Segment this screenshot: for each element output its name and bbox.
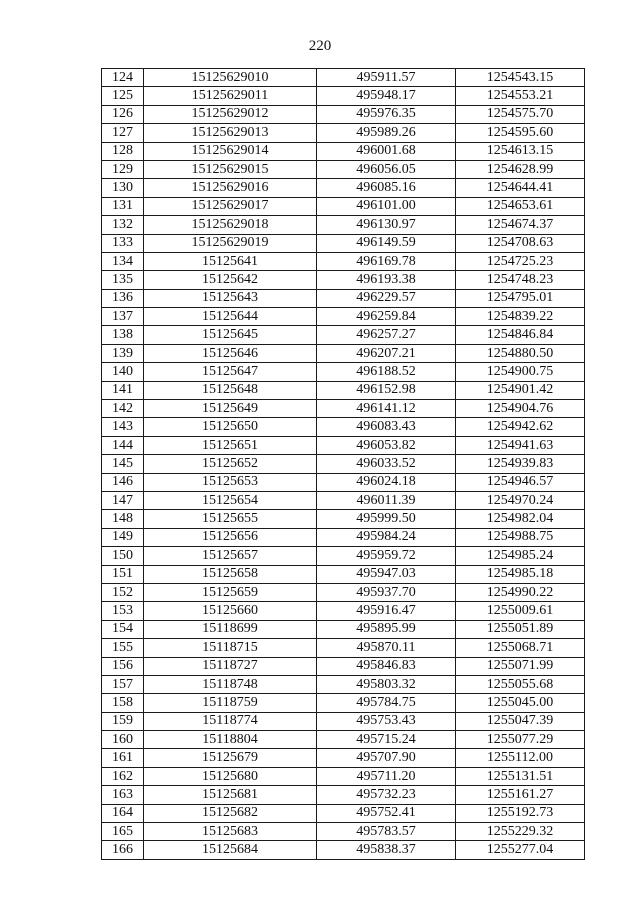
x-coordinate-cell: 495976.35 xyxy=(317,105,456,123)
table-row xyxy=(102,602,585,620)
table-row xyxy=(102,675,585,693)
table-row xyxy=(102,455,585,473)
x-coordinate-cell: 495783.57 xyxy=(317,823,456,841)
x-coordinate-cell: 496193.38 xyxy=(317,271,456,289)
x-coordinate-cell: 495984.24 xyxy=(317,528,456,546)
table-row xyxy=(102,712,585,730)
table-row xyxy=(102,731,585,749)
table-row xyxy=(102,547,585,565)
table-row xyxy=(102,528,585,546)
row-number-cell: 164 xyxy=(102,804,144,822)
row-number-cell: 135 xyxy=(102,271,144,289)
y-coordinate-cell: 1254985.18 xyxy=(456,565,585,583)
row-number-cell: 133 xyxy=(102,234,144,252)
row-number-cell: 165 xyxy=(102,823,144,841)
table-row xyxy=(102,804,585,822)
x-coordinate-cell: 496259.84 xyxy=(317,308,456,326)
y-coordinate-cell: 1255047.39 xyxy=(456,712,585,730)
y-coordinate-cell: 1254985.24 xyxy=(456,547,585,565)
x-coordinate-cell: 495895.99 xyxy=(317,620,456,638)
page-number: 220 xyxy=(308,38,332,54)
x-coordinate-cell: 495989.26 xyxy=(317,124,456,142)
table-row xyxy=(102,583,585,601)
row-number-cell: 158 xyxy=(102,694,144,712)
row-number-cell: 147 xyxy=(102,491,144,509)
table-row xyxy=(102,271,585,289)
row-number-cell: 130 xyxy=(102,179,144,197)
x-coordinate-cell: 496085.16 xyxy=(317,179,456,197)
point-id-cell: 15118715 xyxy=(144,639,317,657)
point-id-cell: 15125657 xyxy=(144,547,317,565)
point-id-cell: 15125656 xyxy=(144,528,317,546)
row-number-cell: 144 xyxy=(102,436,144,454)
point-id-cell: 15118727 xyxy=(144,657,317,675)
row-number-cell: 136 xyxy=(102,289,144,307)
y-coordinate-cell: 1255131.51 xyxy=(456,767,585,785)
point-id-cell: 15125681 xyxy=(144,786,317,804)
point-id-cell: 15125651 xyxy=(144,436,317,454)
table-row xyxy=(102,639,585,657)
x-coordinate-cell: 495707.90 xyxy=(317,749,456,767)
x-coordinate-cell: 495732.23 xyxy=(317,786,456,804)
point-id-cell: 15125629014 xyxy=(144,142,317,160)
point-id-cell: 15125629011 xyxy=(144,87,317,105)
table-row xyxy=(102,381,585,399)
point-id-cell: 15125642 xyxy=(144,271,317,289)
table-row xyxy=(102,823,585,841)
row-number-cell: 138 xyxy=(102,326,144,344)
row-number-cell: 153 xyxy=(102,602,144,620)
table-row xyxy=(102,767,585,785)
y-coordinate-cell: 1255009.61 xyxy=(456,602,585,620)
coordinates-table-body xyxy=(102,69,585,860)
row-number-cell: 150 xyxy=(102,547,144,565)
y-coordinate-cell: 1254982.04 xyxy=(456,510,585,528)
point-id-cell: 15125629013 xyxy=(144,124,317,142)
point-id-cell: 15125680 xyxy=(144,767,317,785)
table-row xyxy=(102,289,585,307)
x-coordinate-cell: 496024.18 xyxy=(317,473,456,491)
x-coordinate-cell: 495870.11 xyxy=(317,639,456,657)
x-coordinate-cell: 495947.03 xyxy=(317,565,456,583)
y-coordinate-cell: 1255055.68 xyxy=(456,675,585,693)
point-id-cell: 15125629012 xyxy=(144,105,317,123)
y-coordinate-cell: 1254941.63 xyxy=(456,436,585,454)
row-number-cell: 141 xyxy=(102,381,144,399)
point-id-cell: 15125647 xyxy=(144,363,317,381)
table-row xyxy=(102,326,585,344)
x-coordinate-cell: 496188.52 xyxy=(317,363,456,381)
y-coordinate-cell: 1254880.50 xyxy=(456,344,585,362)
row-number-cell: 125 xyxy=(102,87,144,105)
row-number-cell: 163 xyxy=(102,786,144,804)
x-coordinate-cell: 496056.05 xyxy=(317,160,456,178)
row-number-cell: 151 xyxy=(102,565,144,583)
y-coordinate-cell: 1255112.00 xyxy=(456,749,585,767)
row-number-cell: 128 xyxy=(102,142,144,160)
x-coordinate-cell: 495715.24 xyxy=(317,731,456,749)
x-coordinate-cell: 496257.27 xyxy=(317,326,456,344)
x-coordinate-cell: 496207.21 xyxy=(317,344,456,362)
point-id-cell: 15125643 xyxy=(144,289,317,307)
x-coordinate-cell: 496083.43 xyxy=(317,418,456,436)
table-row xyxy=(102,69,585,87)
x-coordinate-cell: 496011.39 xyxy=(317,491,456,509)
point-id-cell: 15125660 xyxy=(144,602,317,620)
x-coordinate-cell: 496149.59 xyxy=(317,234,456,252)
y-coordinate-cell: 1254990.22 xyxy=(456,583,585,601)
coordinates-table-container xyxy=(101,68,584,860)
y-coordinate-cell: 1255077.29 xyxy=(456,731,585,749)
point-id-cell: 15125679 xyxy=(144,749,317,767)
row-number-cell: 124 xyxy=(102,69,144,87)
point-id-cell: 15125629010 xyxy=(144,69,317,87)
point-id-cell: 15118748 xyxy=(144,675,317,693)
y-coordinate-cell: 1254748.23 xyxy=(456,271,585,289)
row-number-cell: 156 xyxy=(102,657,144,675)
x-coordinate-cell: 495916.47 xyxy=(317,602,456,620)
y-coordinate-cell: 1254674.37 xyxy=(456,216,585,234)
table-row xyxy=(102,657,585,675)
y-coordinate-cell: 1255068.71 xyxy=(456,639,585,657)
table-row xyxy=(102,87,585,105)
table-row xyxy=(102,124,585,142)
point-id-cell: 15125629019 xyxy=(144,234,317,252)
y-coordinate-cell: 1254942.62 xyxy=(456,418,585,436)
point-id-cell: 15118774 xyxy=(144,712,317,730)
y-coordinate-cell: 1254939.83 xyxy=(456,455,585,473)
y-coordinate-cell: 1254653.61 xyxy=(456,197,585,215)
point-id-cell: 15125650 xyxy=(144,418,317,436)
y-coordinate-cell: 1254900.75 xyxy=(456,363,585,381)
point-id-cell: 15125629015 xyxy=(144,160,317,178)
point-id-cell: 15125682 xyxy=(144,804,317,822)
point-id-cell: 15125652 xyxy=(144,455,317,473)
y-coordinate-cell: 1254988.75 xyxy=(456,528,585,546)
table-row xyxy=(102,418,585,436)
row-number-cell: 149 xyxy=(102,528,144,546)
point-id-cell: 15125655 xyxy=(144,510,317,528)
y-coordinate-cell: 1254644.41 xyxy=(456,179,585,197)
table-row xyxy=(102,491,585,509)
y-coordinate-cell: 1255161.27 xyxy=(456,786,585,804)
x-coordinate-cell: 495784.75 xyxy=(317,694,456,712)
table-row xyxy=(102,308,585,326)
point-id-cell: 15125658 xyxy=(144,565,317,583)
x-coordinate-cell: 496141.12 xyxy=(317,400,456,418)
table-row xyxy=(102,344,585,362)
point-id-cell: 15118804 xyxy=(144,731,317,749)
x-coordinate-cell: 495838.37 xyxy=(317,841,456,859)
point-id-cell: 15125629016 xyxy=(144,179,317,197)
table-row xyxy=(102,105,585,123)
row-number-cell: 126 xyxy=(102,105,144,123)
point-id-cell: 15118759 xyxy=(144,694,317,712)
x-coordinate-cell: 496229.57 xyxy=(317,289,456,307)
point-id-cell: 15125641 xyxy=(144,252,317,270)
x-coordinate-cell: 496101.00 xyxy=(317,197,456,215)
y-coordinate-cell: 1254575.70 xyxy=(456,105,585,123)
row-number-cell: 152 xyxy=(102,583,144,601)
row-number-cell: 137 xyxy=(102,308,144,326)
table-row xyxy=(102,749,585,767)
y-coordinate-cell: 1255277.04 xyxy=(456,841,585,859)
table-row xyxy=(102,565,585,583)
point-id-cell: 15125645 xyxy=(144,326,317,344)
x-coordinate-cell: 495711.20 xyxy=(317,767,456,785)
y-coordinate-cell: 1254708.63 xyxy=(456,234,585,252)
table-row xyxy=(102,510,585,528)
table-row xyxy=(102,786,585,804)
coordinates-table xyxy=(101,68,585,860)
y-coordinate-cell: 1254839.22 xyxy=(456,308,585,326)
point-id-cell: 15125654 xyxy=(144,491,317,509)
y-coordinate-cell: 1254970.24 xyxy=(456,491,585,509)
table-row xyxy=(102,160,585,178)
y-coordinate-cell: 1254946.57 xyxy=(456,473,585,491)
y-coordinate-cell: 1254904.76 xyxy=(456,400,585,418)
point-id-cell: 15125644 xyxy=(144,308,317,326)
row-number-cell: 127 xyxy=(102,124,144,142)
y-coordinate-cell: 1255051.89 xyxy=(456,620,585,638)
y-coordinate-cell: 1254846.84 xyxy=(456,326,585,344)
y-coordinate-cell: 1255071.99 xyxy=(456,657,585,675)
y-coordinate-cell: 1254901.42 xyxy=(456,381,585,399)
row-number-cell: 146 xyxy=(102,473,144,491)
table-row xyxy=(102,620,585,638)
row-number-cell: 129 xyxy=(102,160,144,178)
x-coordinate-cell: 495999.50 xyxy=(317,510,456,528)
point-id-cell: 15125683 xyxy=(144,823,317,841)
y-coordinate-cell: 1254613.15 xyxy=(456,142,585,160)
table-row xyxy=(102,694,585,712)
table-row xyxy=(102,473,585,491)
row-number-cell: 142 xyxy=(102,400,144,418)
y-coordinate-cell: 1254795.01 xyxy=(456,289,585,307)
row-number-cell: 155 xyxy=(102,639,144,657)
x-coordinate-cell: 495959.72 xyxy=(317,547,456,565)
row-number-cell: 134 xyxy=(102,252,144,270)
x-coordinate-cell: 495753.43 xyxy=(317,712,456,730)
x-coordinate-cell: 495948.17 xyxy=(317,87,456,105)
x-coordinate-cell: 496053.82 xyxy=(317,436,456,454)
y-coordinate-cell: 1254553.21 xyxy=(456,87,585,105)
row-number-cell: 145 xyxy=(102,455,144,473)
y-coordinate-cell: 1255229.32 xyxy=(456,823,585,841)
x-coordinate-cell: 495937.70 xyxy=(317,583,456,601)
x-coordinate-cell: 495752.41 xyxy=(317,804,456,822)
point-id-cell: 15125629017 xyxy=(144,197,317,215)
table-row xyxy=(102,363,585,381)
row-number-cell: 140 xyxy=(102,363,144,381)
table-row xyxy=(102,252,585,270)
x-coordinate-cell: 496152.98 xyxy=(317,381,456,399)
row-number-cell: 131 xyxy=(102,197,144,215)
row-number-cell: 161 xyxy=(102,749,144,767)
point-id-cell: 15118699 xyxy=(144,620,317,638)
y-coordinate-cell: 1254543.15 xyxy=(456,69,585,87)
row-number-cell: 159 xyxy=(102,712,144,730)
row-number-cell: 148 xyxy=(102,510,144,528)
point-id-cell: 15125629018 xyxy=(144,216,317,234)
table-row xyxy=(102,216,585,234)
x-coordinate-cell: 496033.52 xyxy=(317,455,456,473)
x-coordinate-cell: 495846.83 xyxy=(317,657,456,675)
point-id-cell: 15125648 xyxy=(144,381,317,399)
row-number-cell: 157 xyxy=(102,675,144,693)
y-coordinate-cell: 1255045.00 xyxy=(456,694,585,712)
table-row xyxy=(102,142,585,160)
point-id-cell: 15125649 xyxy=(144,400,317,418)
row-number-cell: 160 xyxy=(102,731,144,749)
point-id-cell: 15125646 xyxy=(144,344,317,362)
table-row xyxy=(102,179,585,197)
table-row xyxy=(102,400,585,418)
x-coordinate-cell: 496169.78 xyxy=(317,252,456,270)
table-row xyxy=(102,841,585,859)
row-number-cell: 139 xyxy=(102,344,144,362)
row-number-cell: 132 xyxy=(102,216,144,234)
x-coordinate-cell: 495803.32 xyxy=(317,675,456,693)
point-id-cell: 15125659 xyxy=(144,583,317,601)
y-coordinate-cell: 1254725.23 xyxy=(456,252,585,270)
row-number-cell: 154 xyxy=(102,620,144,638)
table-row xyxy=(102,234,585,252)
x-coordinate-cell: 496001.68 xyxy=(317,142,456,160)
x-coordinate-cell: 495911.57 xyxy=(317,69,456,87)
row-number-cell: 143 xyxy=(102,418,144,436)
point-id-cell: 15125684 xyxy=(144,841,317,859)
table-row xyxy=(102,197,585,215)
table-row xyxy=(102,436,585,454)
row-number-cell: 162 xyxy=(102,767,144,785)
y-coordinate-cell: 1255192.73 xyxy=(456,804,585,822)
row-number-cell: 166 xyxy=(102,841,144,859)
y-coordinate-cell: 1254595.60 xyxy=(456,124,585,142)
y-coordinate-cell: 1254628.99 xyxy=(456,160,585,178)
point-id-cell: 15125653 xyxy=(144,473,317,491)
x-coordinate-cell: 496130.97 xyxy=(317,216,456,234)
